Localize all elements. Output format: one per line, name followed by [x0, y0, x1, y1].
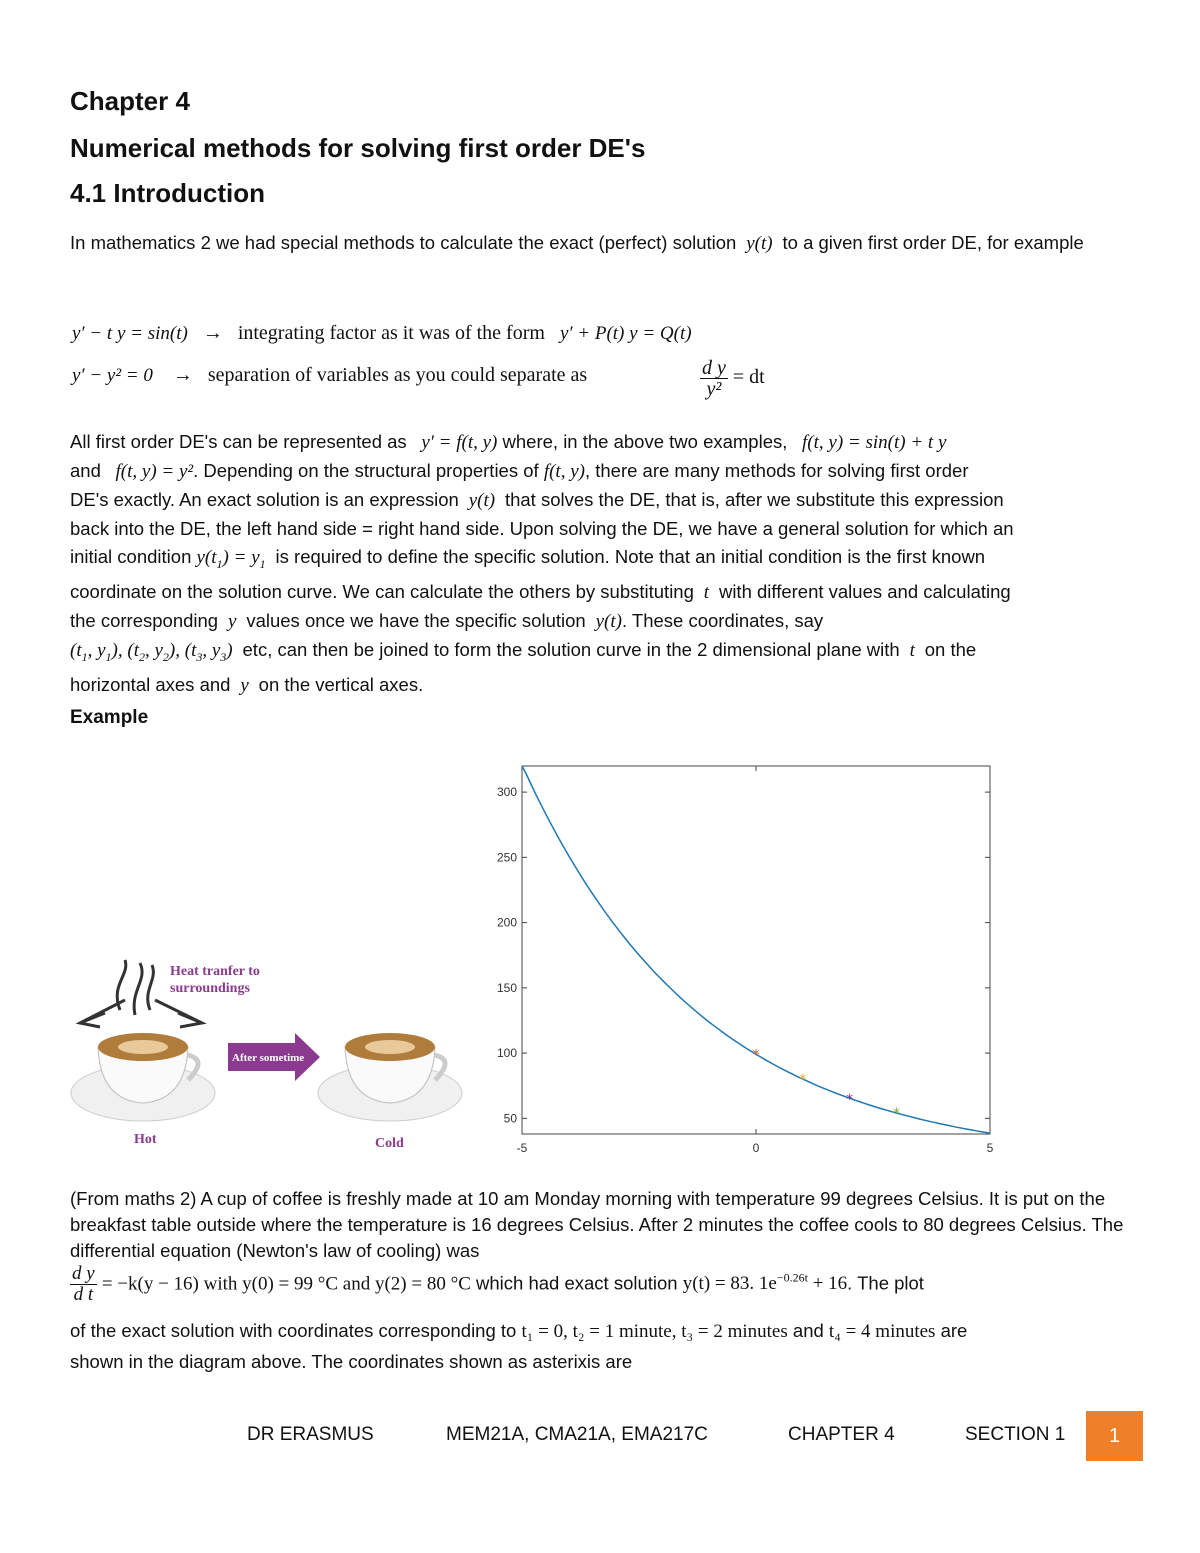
hot-cup-icon	[71, 1033, 215, 1121]
asterisk-point-4: *	[892, 1106, 900, 1123]
arrow-label: After sometime	[232, 1052, 305, 1064]
x-tick-label: 0	[752, 1141, 760, 1155]
coffee-problem-paragraph: (From maths 2) A cup of coffee is freshly made at 10 am Monday morning with temperature 99 degrees Celsius. It is put on the breakfast table outside where the temperature is 16 degrees Celsius. After 2 minutes the coffee cools to 80 degrees Celsius. The differential equation (Newton's law of cooling) was	[70, 1188, 1124, 1261]
plot-description-paragraph: of the exact solution with coordinates corresponding to t₁ = 0, t₂ = 1 minute, t₃ = 2 minutes and t₄ = 4 minutes are shown in the diagram above. The coordinates shown as asterixis are	[70, 1320, 968, 1372]
cooling-plot	[480, 760, 1000, 1165]
intro-text-a: In mathematics 2 we had special methods to calculate the exact (perfect) solution	[70, 232, 737, 253]
y-tick-label: 250	[496, 850, 517, 865]
asterisk-point-1: *	[752, 1047, 760, 1064]
example-equation-1: y′ − t y = sin(t) → integrating factor as it was of the form y′ + P(t) y = Q(t)	[72, 322, 692, 344]
y-tick-label: 100	[496, 1046, 517, 1061]
hot-label: Hot	[134, 1132, 157, 1147]
asterisk-point-3: *	[846, 1091, 854, 1108]
intro-paragraph	[70, 229, 1135, 258]
separation-fraction: $\frac{\text{d y}}{\text{y²}}$ = dt	[702, 357, 765, 400]
chapter-title: Numerical methods for solving first order DE's	[70, 133, 646, 163]
cold-label: Cold	[375, 1136, 404, 1151]
math-yt: y(t)	[741, 233, 778, 254]
footer-author: DR ERASMUS	[247, 1424, 374, 1445]
intro-text-b: to a given first order DE, for example	[782, 232, 1084, 253]
example-label: Example	[70, 707, 149, 728]
footer-section: SECTION 1	[965, 1424, 1066, 1445]
solution-curve	[522, 766, 990, 1133]
y-tick-label: 300	[496, 785, 517, 800]
asterisk-point-2: *	[799, 1072, 807, 1089]
heat-label-2: surroundings	[170, 981, 250, 996]
y-tick-label: 50	[503, 1111, 517, 1126]
section-heading: 4.1 Introduction	[70, 178, 265, 208]
footer-courses: MEM21A, CMA21A, EMA217C	[446, 1424, 708, 1445]
coffee-cooling-illustration	[70, 955, 470, 1155]
newton-equation-line: $\frac{\text{d y}}{\text{d t}}$ = −k(y − 16) with y(0) = 99 °C and y(2) = 80 °C which had exact solution y(t) = 83. $1e^{-0.26t} + 16$. The plot	[72, 1263, 924, 1305]
footer-chapter: CHAPTER 4	[788, 1424, 895, 1445]
chapter-heading: Chapter 4	[70, 86, 190, 116]
example-equation-2: y′ − y² = 0 → separation of variables as you could separate as	[72, 364, 588, 386]
x-tick-label: 5	[986, 1141, 994, 1155]
y-tick-label: 200	[496, 915, 517, 930]
body-paragraph: All first order DE's can be represented as y′ = f(t, y) where, in the above two examples, f(t, y) = sin(t) + t y and f(t, y) = y². Depending on the structural properties of f(t, y), there are many methods for solving first order DE's exactly. An exact solution is an expression y(t) that solves the DE, that is, after we substitute this expression back into the DE, the left hand side = right hand side. Upon solving the DE, we have a general solution for which an initial condition $y(t_1) = y_1$ is required to define the specific solution. Note that an initial condition is the first known coordinate on the solution curve. We can calculate the others by substituting t with different values and calculating the corresponding y values once we have the specific solution y(t). These coordinates, say ($t_1$, $y_1$), ($t_2$, $y_2$), ($t_3$, $y_3$) etc, can then be joined to form the solution curve in the 2 dimensional plane with t on the horizontal axes and y on the vertical axes.	[70, 431, 1014, 696]
cold-cup-icon	[318, 1033, 462, 1121]
y-tick-label: 150	[496, 980, 517, 995]
plot-frame	[522, 766, 990, 1134]
heat-label-1: Heat tranfer to	[170, 964, 260, 979]
page-number: 1	[1086, 1411, 1143, 1461]
x-tick-label: -5	[516, 1141, 528, 1155]
